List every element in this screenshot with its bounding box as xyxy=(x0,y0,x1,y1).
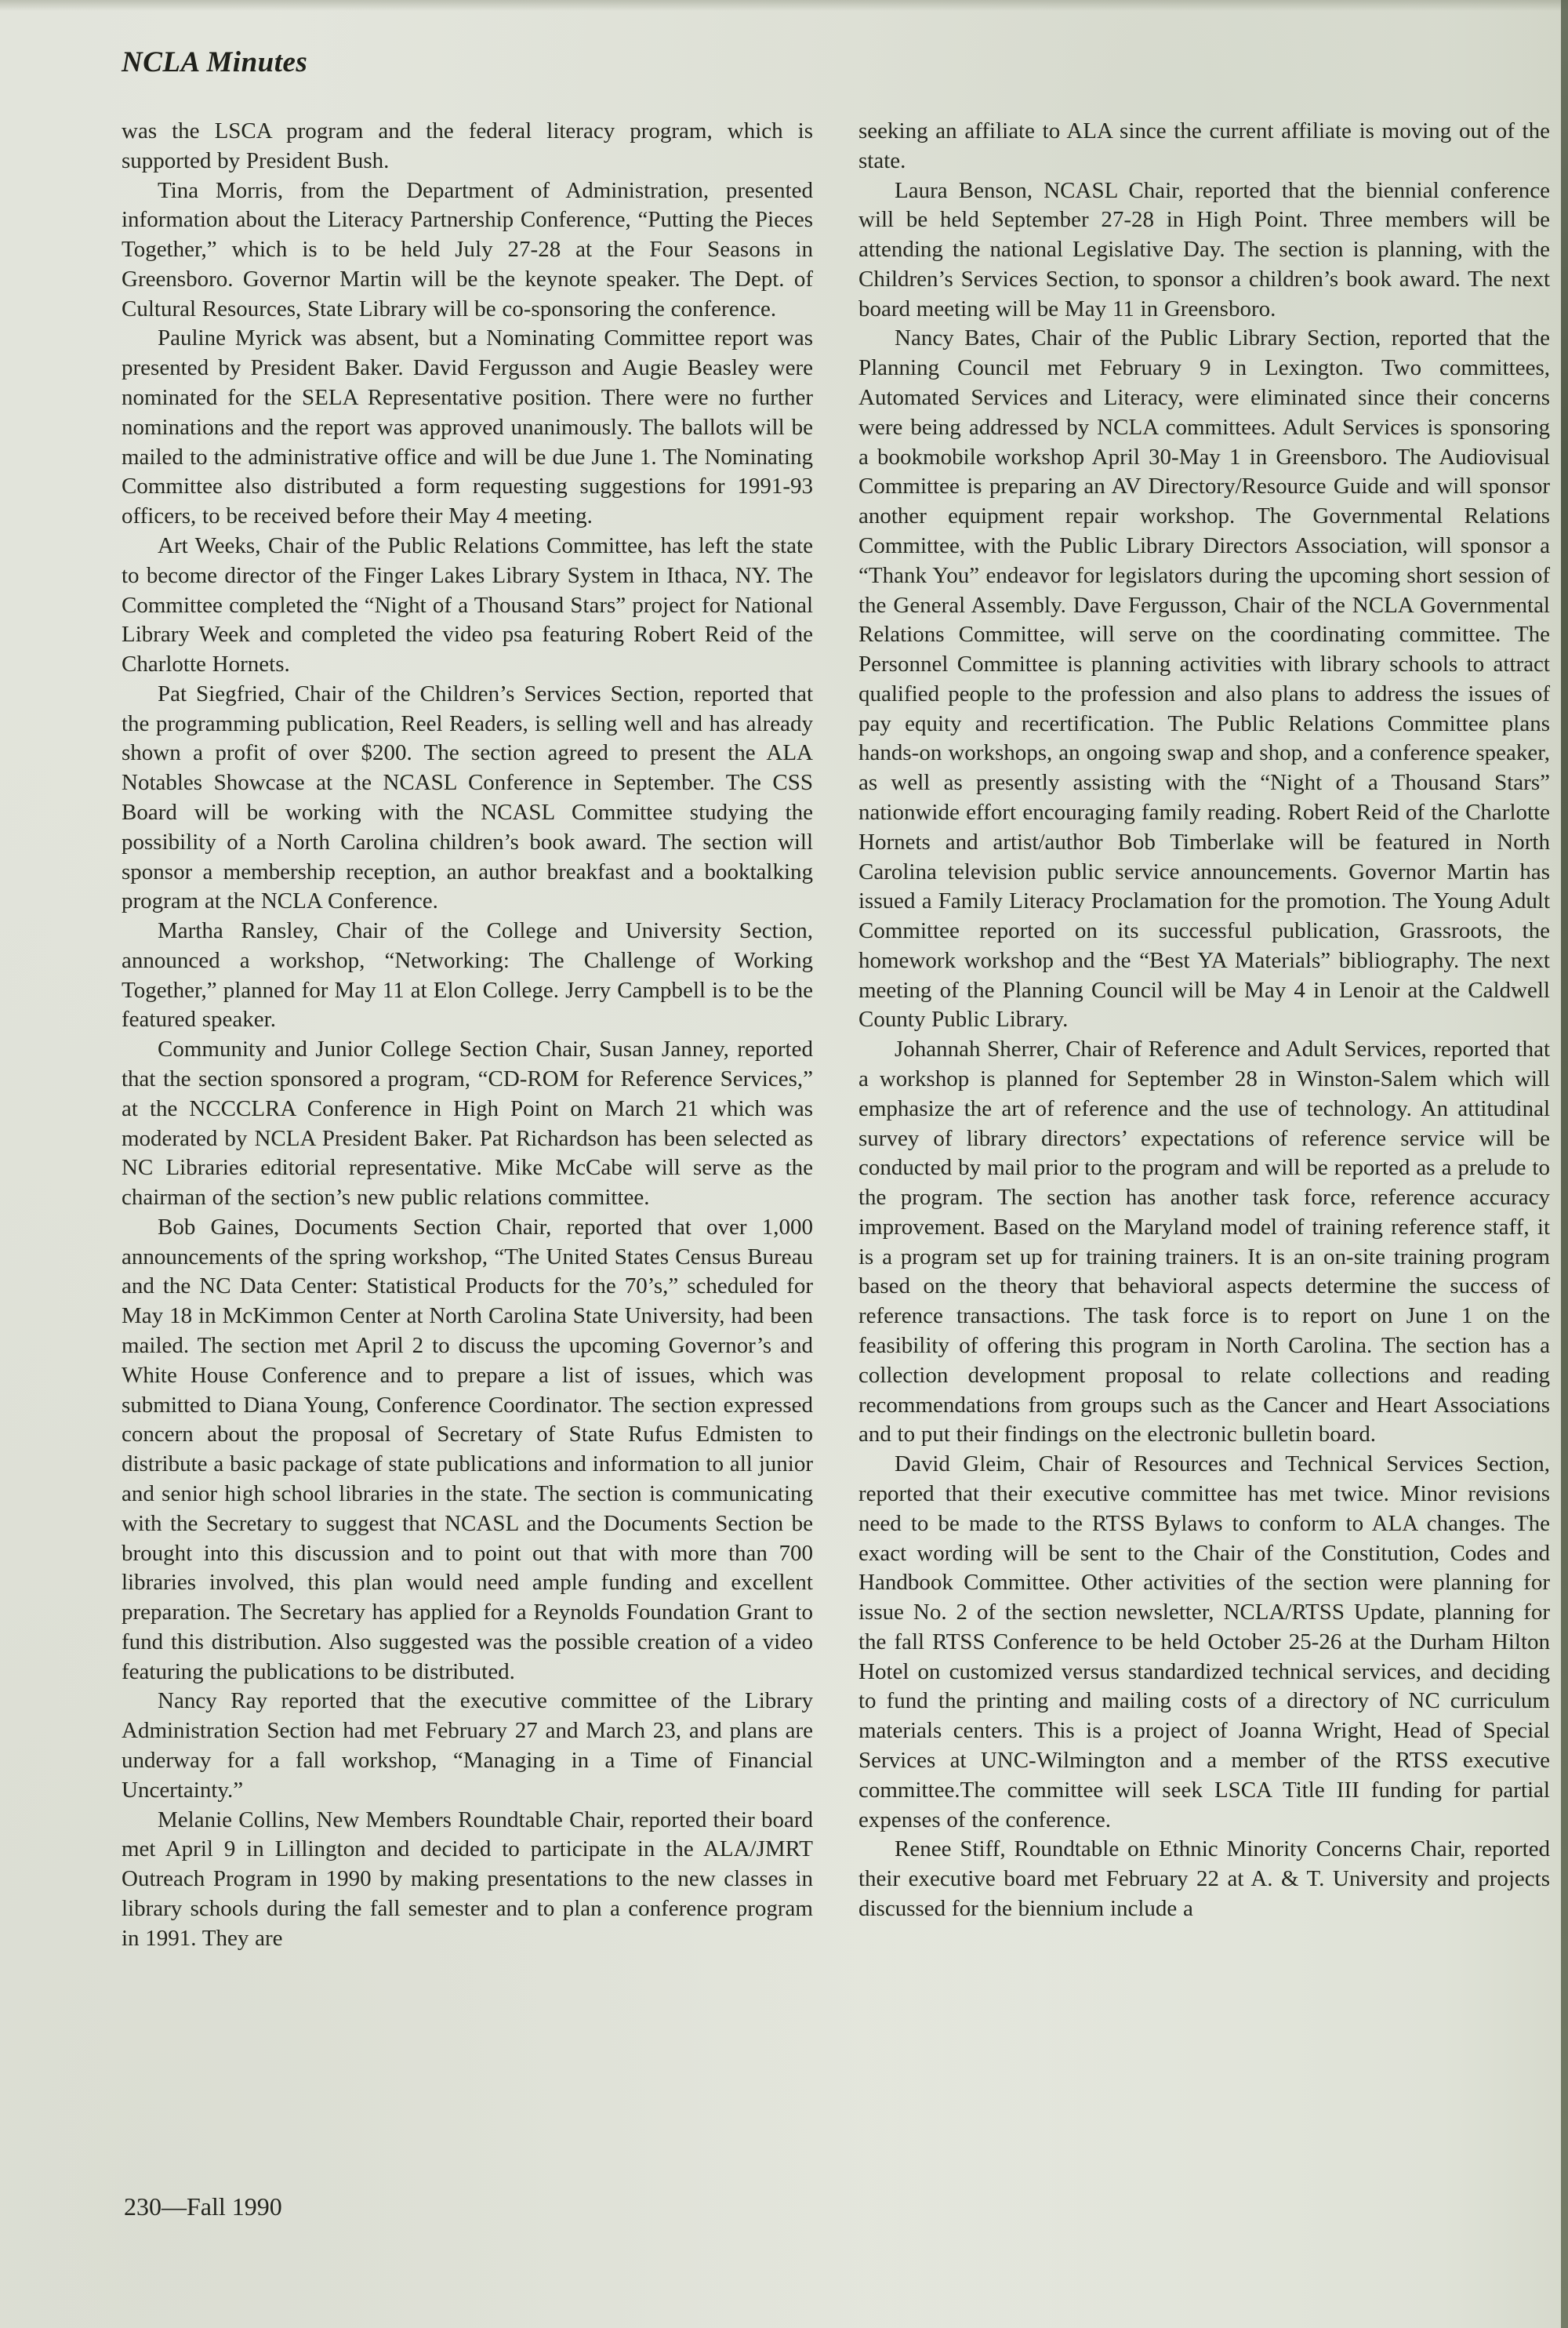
journal-page xyxy=(122,45,1550,1953)
paragraph: Community and Junior College Section Chair, Susan Janney, reported that the section sponsored a program, “CD-ROM for Reference Services,” at the NCCCLRA Conference in High Point on March 21 which was moderated by NCLA President Baker. Pat Richardson has been selected as NC Libraries editorial representative. Mike McCabe will serve as the chairman of the section’s new public relations committee. xyxy=(122,1037,813,1211)
paragraph: Pat Siegfried, Chair of the Children’s Services Section, reported that the programming publication, Reel Readers, is selling well and has already shown a profit of over $200. The section agreed to present the ALA Notables Showcase at the NCASL Conference in September. The CSS Board will be working with the NCASL Committee studying the possibility of a North Carolina children’s book award. The section will sponsor a membership reception, an author breakfast and a booktalking program at the NCLA Conference. xyxy=(122,681,813,914)
paragraph: Martha Ransley, Chair of the College and University Section, announced a workshop, “Networking: The Challenge of Working Together,” planned for May 11 at Elon College. Jerry Campbell is to be the featured speaker. xyxy=(122,918,813,1033)
paragraph: Art Weeks, Chair of the Public Relations Committee, has left the state to become director of the Finger Lakes Library System in Ithaca, NY. The Committee completed the “Night of a Thousand Stars” project for National Library Week and completed the video psa featuring Robert Reid of the Charlotte Hornets. xyxy=(122,532,813,677)
paragraph: Bob Gaines, Documents Section Chair, reported that over 1,000 announcements of the spring workshop, “The United States Census Bureau and the NC Data Center: Statistical Products for the 70’s,” scheduled for May 18 in McKimmon Center at North Carolina State University, had been mailed. The section met April 2 to discuss the upcoming Governor’s and White House Conference and to prepare a list of issues, which was submitted to Diana Young, Conference Coordinator. The section expressed concern about the proposal of Secretary of State Rufus Edmisten to distribute a basic package of state publications and information to all junior and senior high school libraries in the state. The section is communicating with the Secretary to suggest that NCASL and the Documents Section be brought into this discussion and to point out that with more than 700 libraries involved, this plan would need ample funding and excellent preparation. The Secretary has applied for a Reynolds Foundation Grant to fund this distribution. Also suggested was the possible creation of a video featuring the publications to be distributed. xyxy=(122,1214,813,1684)
paragraph: seeking an affiliate to ALA since the current affiliate is moving out of the state. xyxy=(858,118,1550,173)
paragraph: Nancy Bates, Chair of the Public Library Section, reported that the Planning Council met February 9 in Lexington. Two committees, Automated Services and Literacy, were eliminated since their concerns were being addressed by NCLA committees. Adult Services is sponsoring a bookmobile workshop April 30-May 1 in Greensboro. The Audiovisual Committee is preparing an AV Directory/Resource Guide and will sponsor another equipment repair workshop. The Governmental Relations Committee, with the Public Library Directors Association, will sponsor a “Thank You” endeavor for legislators during the upcoming short session of the General Assembly. Dave Fergusson, Chair of the NCLA Governmental Relations Committee, will serve on the coordinating committee. The Personnel Committee is planning activities with library schools to attract qualified people to the profession and also plans to address the issues of pay equity and recertification. The Public Relations Committee plans hands-on workshops, an ongoing swap and shop, and a conference speaker, as well as presently assisting with the “Night of a Thousand Stars” nationwide effort encouraging family reading. Robert Reid of the Charlotte Hornets and artist/author Bob Timberlake will be featured in North Carolina television public service announcements. Governor Martin has issued a Family Literacy Proclamation for the promotion. The Young Adult Committee reported on its successful publication, Grassroots, the homework workshop and the “Best YA Materials” bibliography. The next meeting of the Planning Council will be May 4 in Lenoir at the Caldwell County Public Library. xyxy=(858,325,1550,1033)
paragraph: David Gleim, Chair of Resources and Technical Services Section, reported that their executive committee has met twice. Minor revisions need to be made to the RTSS Bylaws to conform to ALA changes. The exact wording will be sent to the Chair of the Constitution, Codes and Handbook Committee. Other activities of the section were planning for issue No. 2 of the section newsletter, NCLA/RTSS Update, planning for the fall RTSS Conference to be held October 25-26 at the Durham Hilton Hotel on customized versus standardized technical services, and deciding to fund the printing and mailing costs of a directory of NC curriculum materials centers. This is a project of Joanna Wright, Head of Special Services at UNC-Wilmington and a member of the RTSS executive committee.The committee will seek LSCA Title III funding for partial expenses of the conference. xyxy=(858,1451,1550,1832)
paragraph: was the LSCA program and the federal literacy program, which is supported by President Bush. xyxy=(122,118,813,173)
paragraph: Laura Benson, NCASL Chair, reported that the biennial conference will be held September 27-28 in High Point. Three members will be attending the national Legislative Day. The section is planning, with the Children’s Services Section, to sponsor a children’s book award. The next board meeting will be May 11 in Greensboro. xyxy=(858,177,1550,321)
paragraph: Nancy Ray reported that the executive committee of the Library Administration Section had met February 27 and March 23, and plans are underway for a fall workshop, “Managing in a Time of Financial Uncertainty.” xyxy=(122,1688,813,1803)
scan-edge-shadow xyxy=(1561,0,1568,2328)
scan-shadow-top xyxy=(0,0,1568,11)
page-number-footer: 230—Fall 1990 xyxy=(124,2192,282,2221)
paragraph: Melanie Collins, New Members Roundtable Chair, reported their board met April 9 in Lillington and decided to participate in the ALA/JMRT Outreach Program in 1990 by making presentations to the new classes in library schools during the fall semester and to plan a conference program in 1991. They are xyxy=(122,1807,813,1951)
left-column xyxy=(122,117,813,1953)
two-column-text-body xyxy=(122,117,1550,1953)
paragraph: Tina Morris, from the Department of Administration, presented information about the Literacy Partnership Conference, “Putting the Pieces Together,” which is to be held July 27-28 at the Four Seasons in Greensboro. Governor Martin will be the keynote speaker. The Dept. of Cultural Resources, State Library will be co-sponsoring the conference. xyxy=(122,177,813,321)
paragraph: Pauline Myrick was absent, but a Nominating Committee report was presented by President Baker. David Fergusson and Augie Beasley were nominated for the SELA Representative position. There were no further nominations and the report was approved unanimously. The ballots will be mailed to the administrative office and will be due June 1. The Nominating Committee also distributed a form requesting suggestions for 1991-93 officers, to be received before their May 4 meeting. xyxy=(122,325,813,529)
paragraph: Renee Stiff, Roundtable on Ethnic Minority Concerns Chair, reported their executive board met February 22 at A. & T. University and projects discussed for the biennium include a xyxy=(858,1836,1550,1921)
page-title: NCLA Minutes xyxy=(122,46,308,78)
right-column xyxy=(858,117,1550,1953)
paragraph: Johannah Sherrer, Chair of Reference and Adult Services, reported that a workshop is planned for September 28 in Winston-Salem which will emphasize the art of reference and the use of technology. An attitudinal survey of library directors’ expectations of reference service will be conducted by mail prior to the program and will be reported as a prelude to the program. The section has another task force, reference accuracy improvement. Based on the Maryland model of training reference staff, it is a program set up for training trainers. It is an on-site training program based on the theory that behavioral aspects determine the success of reference transactions. The task force is to report on June 1 on the feasibility of offering this program in North Carolina. The section has a collection development proposal to relate collections and reading recommendations from groups such as the Cancer and Heart Associations and to put their findings on the electronic bulletin board. xyxy=(858,1037,1550,1447)
